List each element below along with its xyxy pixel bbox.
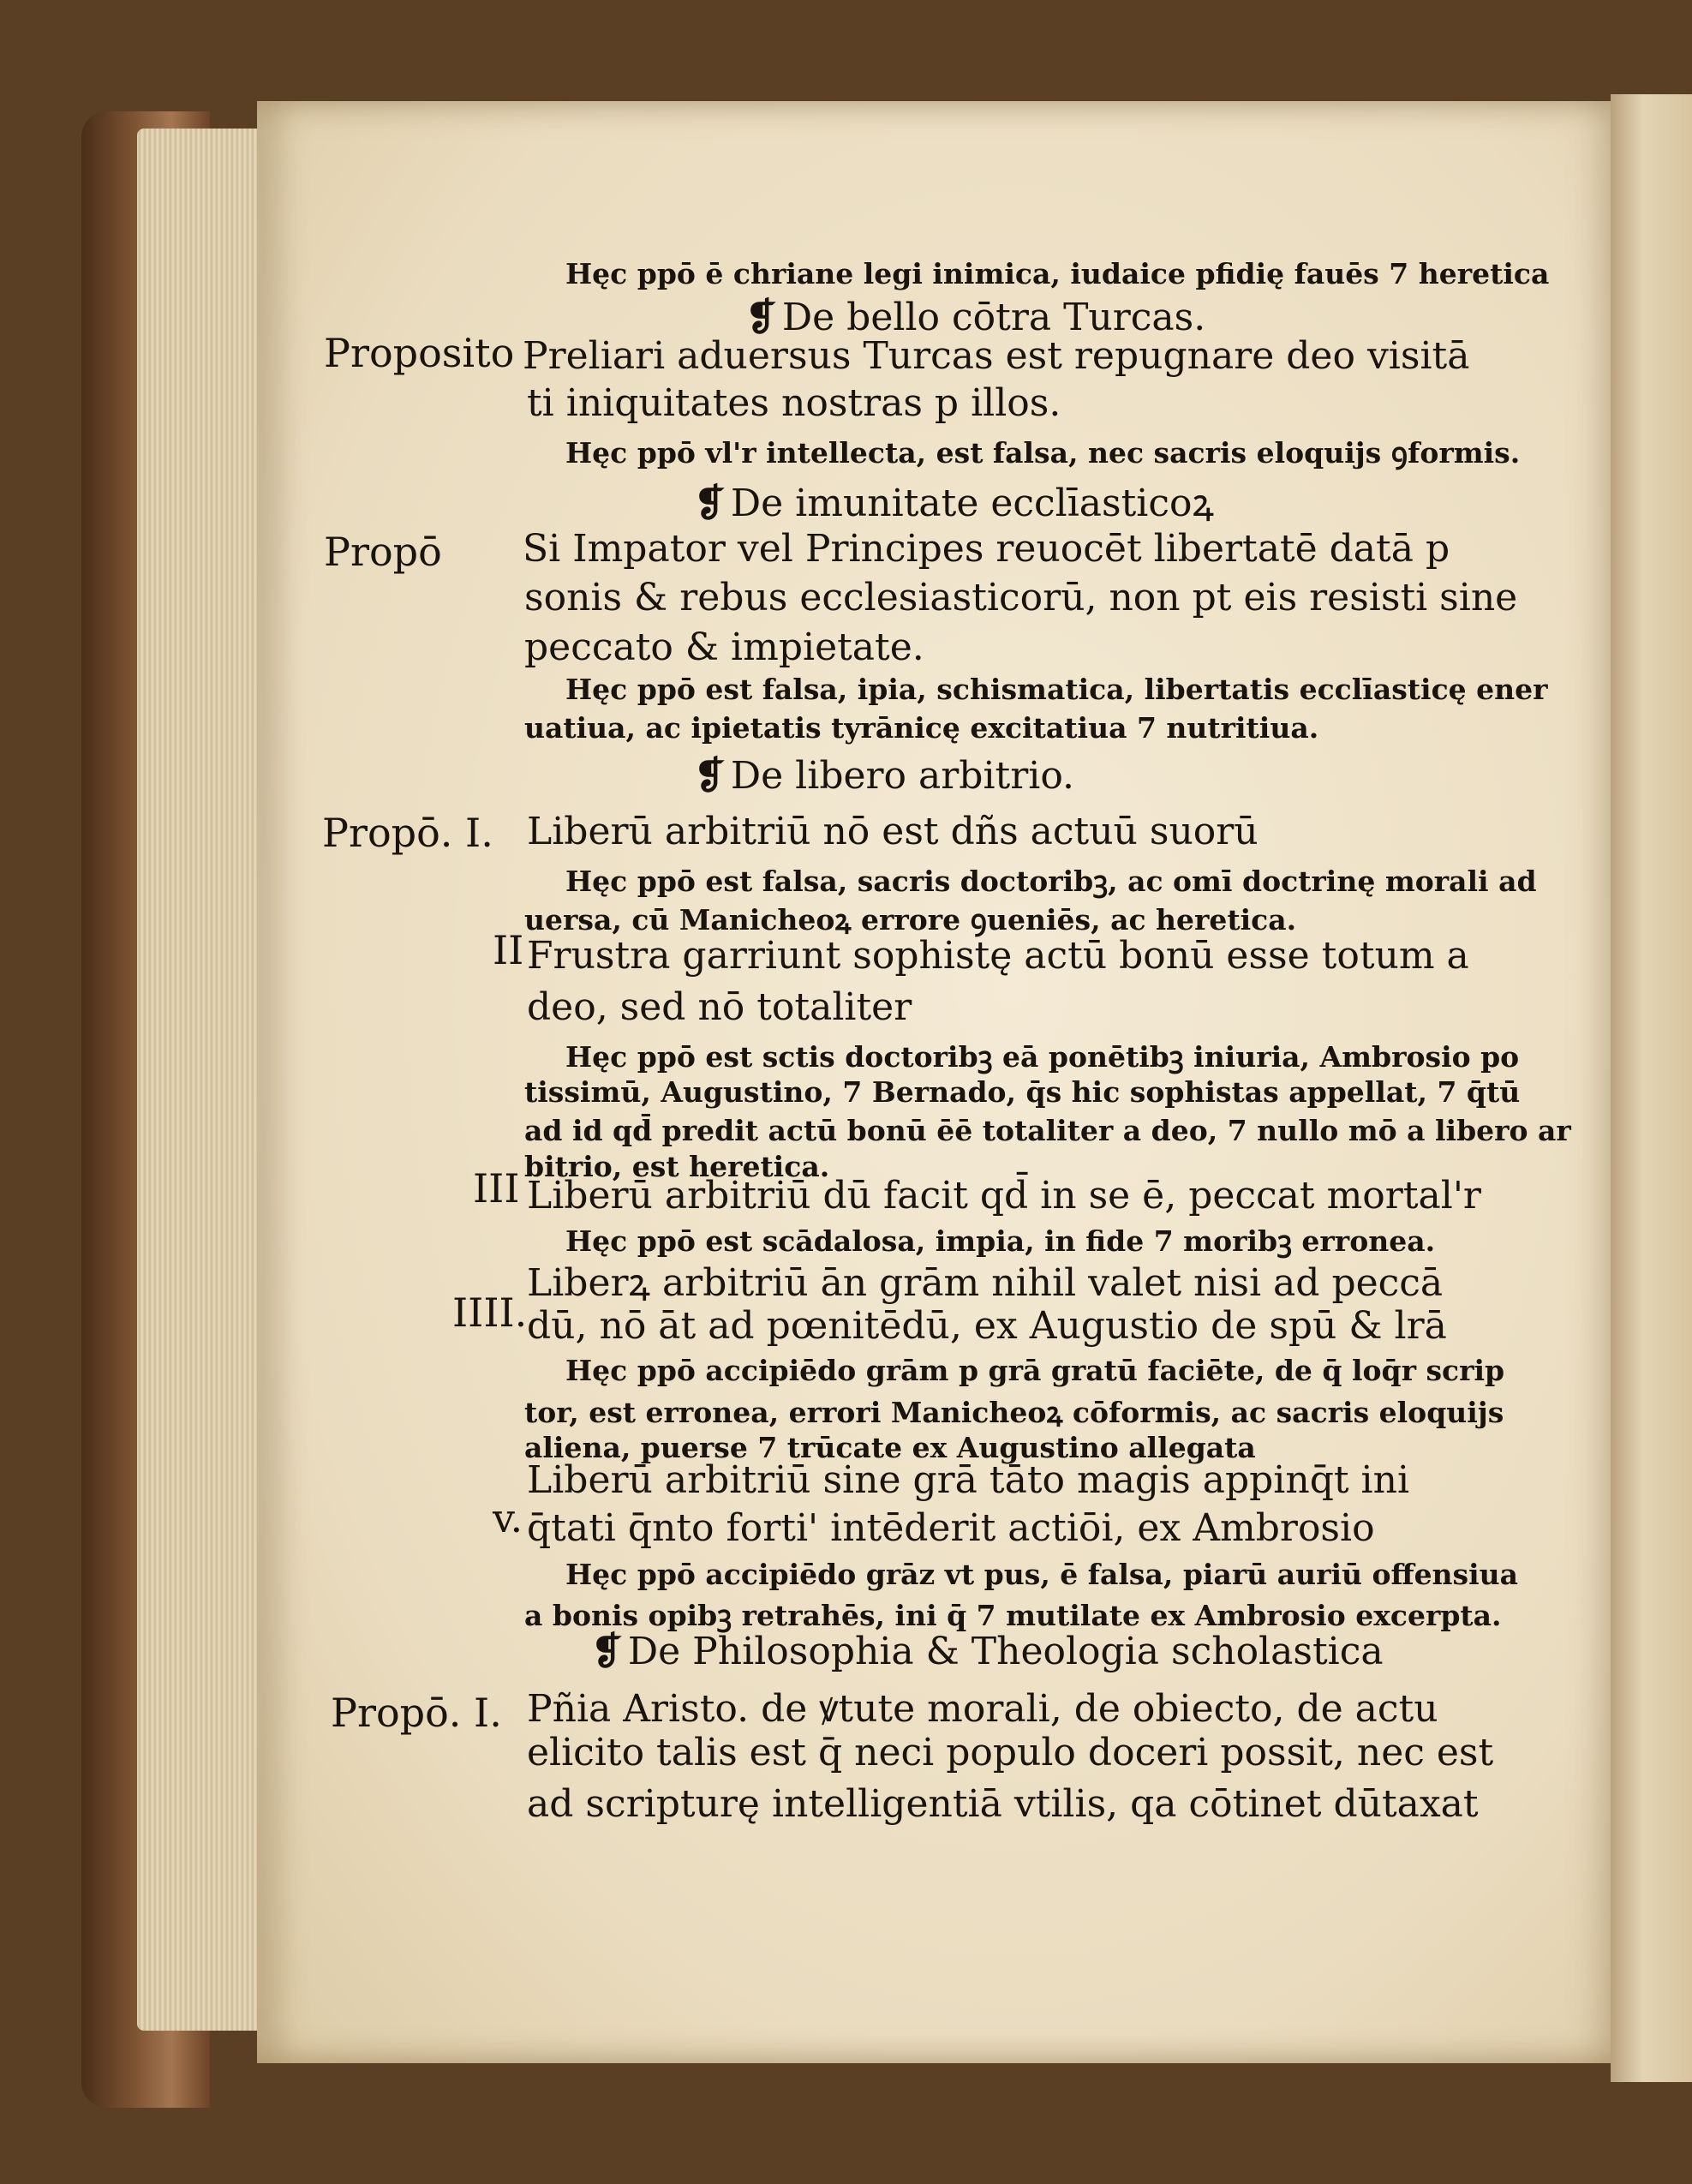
text-line: Hęc ppō est sctis doctoribꝫ eā ponētibꝫ iniuria, Ambrosio po bbox=[565, 1040, 1520, 1074]
heading-text: De libero arbitrio. bbox=[730, 754, 1075, 798]
text-line: uersa, cū Manicheoꝝ errore ꝯueniēs, ac heretica. bbox=[524, 903, 1297, 936]
pilcrow-icon: ❡ bbox=[694, 754, 726, 798]
text-line: Hęc ppō est falsa, ipia, schismatica, libertatis ecclīasticę ener bbox=[565, 673, 1548, 706]
text-line: dū, nō āt ad pœnitēdū, ex Augustio de spū & lrā bbox=[527, 1304, 1447, 1348]
text-line: sonis & rebus ecclesiasticorū, non pt eis resisti sine bbox=[524, 576, 1518, 619]
text-line: Liberꝝ arbitriū ān grām nihil valet nisi ad peccā bbox=[527, 1261, 1444, 1305]
margin-note-propo-1b: Propō. I. bbox=[331, 1690, 502, 1736]
margin-note-propo-1: Propō. I. bbox=[322, 810, 493, 856]
heading-text: De imunitate ecclīasticoꝝ bbox=[730, 482, 1214, 525]
pilcrow-icon: ❡ bbox=[694, 482, 726, 525]
text-line: q̄tati q̄nto forti' intēderit actiōi, ex Ambrosio bbox=[527, 1506, 1375, 1550]
text-line: Pñia Aristo. de ꝟtute morali, de obiecto, de actu bbox=[527, 1687, 1438, 1731]
text-line: Frustra garriunt sophistę actū bonū esse totum a bbox=[527, 934, 1469, 978]
text-line: Hęc ppō vl'r intellecta, est falsa, nec sacris eloquijs ꝯformis. bbox=[565, 436, 1521, 470]
page-edges bbox=[137, 129, 274, 2031]
text-line: deo, sed nō totaliter bbox=[527, 985, 912, 1029]
margin-note-propositio: Proposito bbox=[324, 330, 515, 376]
text-line: tissimū, Augustino, 7 Bernado, q̄s hic sophistas appellat, 7 q̄tū bbox=[524, 1075, 1521, 1109]
text-line: Hęc ppō accipiēdo grāz vt pus, ē falsa, piarū auriū offensiua bbox=[565, 1558, 1519, 1591]
text-line: Hęc ppō ē chriane legi inimica, iudaice pfidię fauēs 7 heretica bbox=[565, 257, 1550, 290]
margin-note-propo: Propō bbox=[324, 529, 442, 575]
facing-page-edge bbox=[1611, 94, 1692, 2082]
section-heading bbox=[591, 1630, 1384, 1673]
text-line: Hęc ppō accipiēdo grām p grā gratū faciēte, de q̄ loq̄r scrip bbox=[565, 1354, 1505, 1387]
heading-text: De Philosophia & Theologia scholastica bbox=[627, 1630, 1384, 1673]
margin-note-3: III bbox=[473, 1165, 520, 1212]
text-line: Liberū arbitriū dū facit qd̄ in se ē, peccat mortal'r bbox=[527, 1174, 1481, 1218]
text-line: aliena, puerse 7 trūcate ex Augustino allegata bbox=[524, 1431, 1256, 1464]
text-line: Si Impator vel Principes reuocēt libertatē datā p bbox=[523, 527, 1450, 571]
margin-note-5: v. bbox=[493, 1495, 523, 1541]
section-heading bbox=[694, 476, 1214, 527]
section-heading bbox=[745, 296, 1205, 339]
margin-note-2: II bbox=[493, 927, 524, 973]
text-line: Preliari aduersus Turcas est repugnare deo visitā bbox=[523, 334, 1470, 378]
text-line: tor, est erronea, errori Manicheoꝝ cōformis, ac sacris eloquijs bbox=[524, 1396, 1504, 1429]
text-line: a bonis opibꝫ retrahēs, ini q̄ 7 mutilate ex Ambrosio excerpta. bbox=[524, 1599, 1502, 1632]
text-line: elicito talis est q̄ neci populo doceri possit, nec est bbox=[527, 1731, 1494, 1774]
text-line: ad scripturę intelligentiā vtilis, qa cōtinet dūtaxat bbox=[527, 1782, 1479, 1826]
text-line: Hęc ppō est falsa, sacris doctoribꝫ, ac omī doctrinę morali ad bbox=[565, 865, 1537, 898]
text-line: bitrio, est heretica. bbox=[524, 1150, 830, 1183]
pilcrow-icon: ❡ bbox=[745, 296, 777, 339]
section-heading bbox=[694, 754, 1074, 798]
text-line: peccato & impietate. bbox=[524, 625, 924, 669]
text-line: Liberū arbitriū sine grā tāto magis appinq̄t ini bbox=[527, 1458, 1410, 1502]
text-line: Liberū arbitriū nō est dñs actuū suorū bbox=[527, 810, 1259, 853]
heading-text: De bello cōtra Turcas. bbox=[781, 296, 1206, 339]
margin-note-4: IIII. bbox=[452, 1289, 528, 1336]
pilcrow-icon: ❡ bbox=[591, 1630, 623, 1673]
text-line: Hęc ppō est scādalosa, impia, in fide 7 moribꝫ erronea. bbox=[565, 1224, 1436, 1258]
text-line: uatiua, ac ipietatis tyrānicę excitatiua 7 nutritiua. bbox=[524, 711, 1319, 745]
text-line: ti iniquitates nostras p illos. bbox=[527, 381, 1061, 425]
text-line: ad id qd̄ predit actū bonū ēē totaliter a deo, 7 nullo mō a libero ar bbox=[524, 1114, 1571, 1147]
